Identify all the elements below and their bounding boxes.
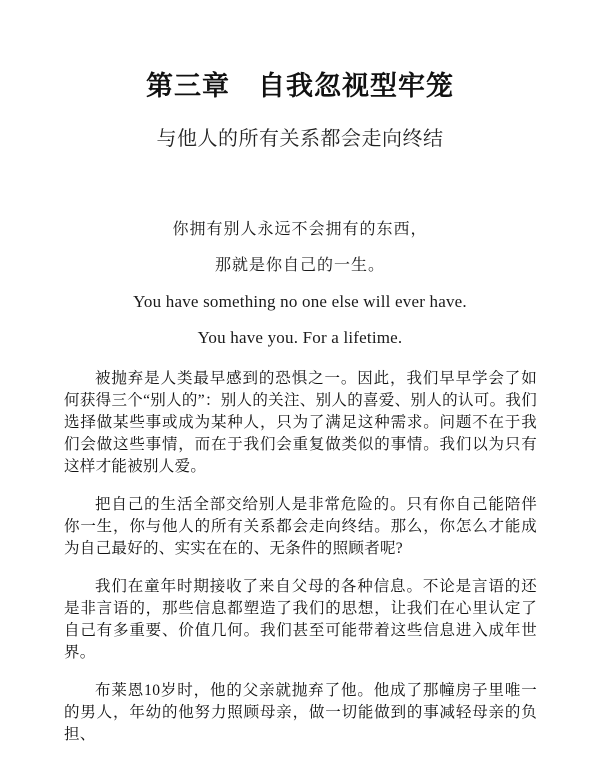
body-paragraph: 布莱恩10岁时，他的父亲就抛弃了他。他成了那幢房子里唯一的男人，年幼的他努力照顾母亲，做一切能做到的事减轻母亲的负担、 — [64, 682, 537, 743]
epigraph-line-en-1: You have something no one else will ever have. — [133, 292, 467, 311]
body-paragraph: 把自己的生活全部交给别人是非常危险的。只有你自己能陪伴你一生，你与他人的所有关系都会走向终结。那么，你怎么才能成为自己最好的、实实在在的、无条件的照顾者呢? — [64, 496, 537, 557]
chapter-title: 第三章 自我忽视型牢笼 — [146, 71, 454, 101]
body-paragraph: 我们在童年时期接收了来自父母的各种信息。不论是言语的还是非言语的，那些信息都塑造了我们的思想，让我们在心里认定了自己有多重要、价值几何。我们甚至可能带着这些信息进入成年世界。 — [64, 578, 537, 661]
epigraph-line-zh-1: 你拥有别人永远不会拥有的东西， — [172, 221, 428, 238]
chapter-subtitle: 与他人的所有关系都会走向终结 — [156, 128, 444, 150]
epigraph-line-en-2: You have you. For a lifetime. — [197, 328, 403, 347]
body-text — [64, 368, 537, 746]
body-paragraph: 被抛弃是人类最早感到的恐惧之一。因此，我们早早学会了如何获得三个“别人的”：别人的关注、别人的喜爱、别人的认可。我们选择做某些事或成为某种人，只为了满足这种需求。问题不在于我们会做这些事情，而在于我们会重复做类似的事情。我们以为只有这样才能被别人爱。 — [64, 370, 537, 475]
epigraph-line-zh-2: 那就是你自己的一生。 — [214, 257, 385, 274]
epigraph — [0, 222, 600, 346]
